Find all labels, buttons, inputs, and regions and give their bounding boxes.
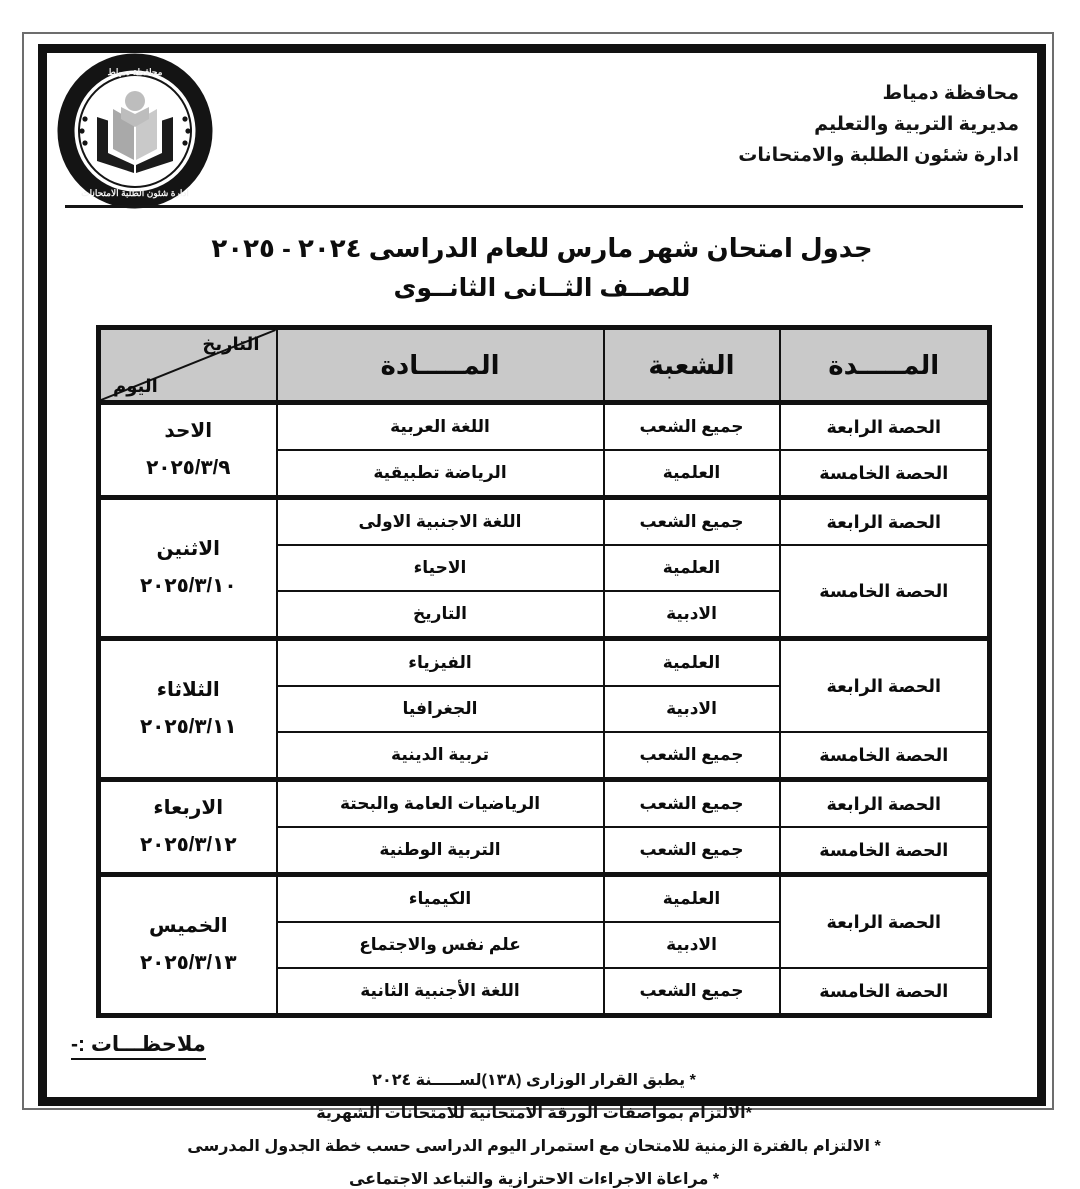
cell-duration: الحصة الرابعة bbox=[780, 639, 990, 733]
education-directorate-seal-icon bbox=[61, 57, 209, 205]
cell-subject: الكيمياء bbox=[277, 875, 604, 923]
column-header-date-day bbox=[99, 328, 277, 403]
note-item: *الالتزام بمواصفات الورقة الامتحانية للامتحانات الشهرية bbox=[316, 1105, 752, 1122]
table-row bbox=[99, 403, 990, 451]
note-item: * يطبق القرار الوزارى (١٣٨)لســـــنة ٢٠٢٤ bbox=[372, 1072, 696, 1089]
column-header-subject: المـــــادة bbox=[277, 328, 604, 403]
cell-section: جميع الشعب bbox=[604, 498, 780, 546]
day-date: ٢٠٢٥/٣/١٢ bbox=[139, 834, 237, 856]
day-name: الاربعاء bbox=[153, 797, 224, 819]
header-label-day: اليوم bbox=[113, 376, 158, 396]
cell-section: جميع الشعب bbox=[604, 827, 780, 875]
cell-subject: الرياضة تطبيقية bbox=[277, 450, 604, 498]
cell-duration: الحصة الخامسة bbox=[780, 732, 990, 780]
cell-subject: التربية الوطنية bbox=[277, 827, 604, 875]
cell-subject: الرياضيات العامة والبحتة bbox=[277, 780, 604, 828]
note-item: * الالتزام بالفترة الزمنية للامتحان مع استمرار اليوم الدراسى حسب خطة الجدول المدرسى bbox=[187, 1138, 881, 1155]
column-header-section: الشعبة bbox=[604, 328, 780, 403]
schedule-body bbox=[99, 403, 990, 1016]
cell-subject: الاحياء bbox=[277, 545, 604, 591]
page-title: جدول امتحان شهر مارس للعام الدراسى ٢٠٢٤ - ٢٠٢٥ bbox=[211, 233, 873, 263]
table-row bbox=[99, 875, 990, 923]
cell-section: جميع الشعب bbox=[604, 968, 780, 1016]
cell-section: العلمية bbox=[604, 450, 780, 498]
cell-duration: الحصة الرابعة bbox=[780, 498, 990, 546]
day-name: الاثنين bbox=[156, 538, 221, 560]
header-label-date: التاريخ bbox=[202, 334, 260, 354]
cell-subject: اللغة العربية bbox=[277, 403, 604, 451]
cell-section: الادبية bbox=[604, 591, 780, 639]
cell-section: العلمية bbox=[604, 639, 780, 687]
cell-duration: الحصة الرابعة bbox=[780, 780, 990, 828]
cell-section: جميع الشعب bbox=[604, 780, 780, 828]
cell-section: جميع الشعب bbox=[604, 732, 780, 780]
organization-lines bbox=[738, 79, 1019, 171]
table-row bbox=[99, 498, 990, 546]
notes-heading-text: ملاحظـــات :- bbox=[71, 1033, 206, 1060]
day-date: ٢٠٢٥/٣/٩ bbox=[146, 457, 231, 479]
cell-subject: اللغة الأجنبية الثانية bbox=[277, 968, 604, 1016]
day-name: الثلاثاء bbox=[156, 679, 220, 701]
exam-schedule-table bbox=[96, 325, 992, 1018]
table-row bbox=[99, 780, 990, 828]
cell-subject: تربية الدينية bbox=[277, 732, 604, 780]
day-name: الخميس bbox=[148, 915, 228, 937]
title-block bbox=[47, 233, 1037, 303]
cell-duration: الحصة الخامسة bbox=[780, 545, 990, 639]
day-name: الاحد bbox=[164, 420, 213, 442]
cell-section: الادبية bbox=[604, 686, 780, 732]
column-header-duration: المـــــدة bbox=[780, 328, 990, 403]
cell-day-date bbox=[99, 498, 277, 639]
cell-day-date bbox=[99, 875, 277, 1016]
org-line-governorate: محافظة دمياط bbox=[882, 83, 1019, 104]
document-sheet bbox=[47, 53, 1037, 1188]
cell-duration: الحصة الخامسة bbox=[780, 968, 990, 1016]
letterhead bbox=[47, 53, 1037, 205]
org-line-directorate: مديرية التربية والتعليم bbox=[814, 113, 1019, 135]
cell-subject: اللغة الاجنبية الاولى bbox=[277, 498, 604, 546]
cell-day-date bbox=[99, 639, 277, 780]
org-line-department: ادارة شئون الطلبة والامتحانات bbox=[738, 144, 1019, 166]
notes-section bbox=[47, 1032, 1037, 1189]
svg-text:ادارة شئون الطلبة الامتحانات: ادارة شئون الطلبة الامتحانات bbox=[81, 188, 189, 198]
table-row bbox=[99, 639, 990, 687]
cell-subject: التاريخ bbox=[277, 591, 604, 639]
day-date: ٢٠٢٥/٣/١٠ bbox=[139, 575, 237, 597]
cell-section: العلمية bbox=[604, 875, 780, 923]
cell-subject: الجغرافيا bbox=[277, 686, 604, 732]
cell-day-date bbox=[99, 403, 277, 498]
cell-section: الادبية bbox=[604, 922, 780, 968]
cell-duration: الحصة الرابعة bbox=[780, 403, 990, 451]
day-date: ٢٠٢٥/٣/١١ bbox=[139, 716, 237, 738]
notes-heading bbox=[57, 1032, 1011, 1057]
svg-text:محافظة دمياط: محافظة دمياط bbox=[107, 67, 163, 77]
cell-subject: الفيزياء bbox=[277, 639, 604, 687]
cell-day-date bbox=[99, 780, 277, 875]
page-subtitle: للصــف الثــانى الثانــوى bbox=[393, 274, 691, 302]
cell-duration: الحصة الرابعة bbox=[780, 875, 990, 969]
day-date: ٢٠٢٥/٣/١٣ bbox=[139, 952, 237, 974]
table-header-row bbox=[99, 328, 990, 403]
cell-duration: الحصة الخامسة bbox=[780, 827, 990, 875]
schedule-table-wrapper bbox=[47, 325, 1037, 1018]
note-item: * مراعاة الاجراءات الاحترازية والتباعد الاجتماعى bbox=[348, 1171, 720, 1188]
header-divider bbox=[65, 205, 1023, 208]
cell-subject: علم نفس والاجتماع bbox=[277, 922, 604, 968]
cell-section: جميع الشعب bbox=[604, 403, 780, 451]
cell-section: العلمية bbox=[604, 545, 780, 591]
cell-duration: الحصة الخامسة bbox=[780, 450, 990, 498]
